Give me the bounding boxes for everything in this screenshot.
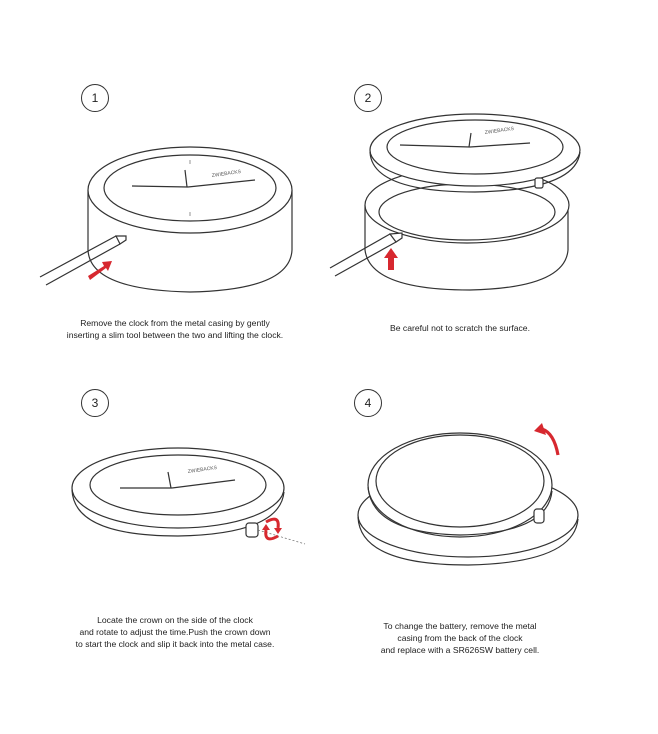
step-3-caption [40,614,310,650]
step-2-number: 2 [364,91,372,105]
crown [535,178,543,188]
step-4-caption [330,620,590,656]
caption-line: Be careful not to scratch the surface. [390,323,530,333]
step-3-badge [81,389,109,417]
crown [246,523,258,537]
curved-arrow-icon [534,423,558,455]
logo: ZWIEBACKS [187,464,218,475]
step-1-badge [81,84,109,112]
step-4-badge [354,389,382,417]
logo: ZWIEBACKS [211,168,242,179]
caption-line: To change the battery, remove the metal [383,621,537,631]
step-1-caption [40,317,310,341]
caption-line: and rotate to adjust the time.Push the crown down [79,627,271,637]
step-2-caption [330,322,590,334]
crown [534,509,544,523]
caption-line: and replace with a SR626SW battery cell. [380,645,540,655]
logo: ZWIEBACKS [484,125,515,136]
caption-line: Remove the clock from the metal casing by gently [80,318,270,328]
caption-line: Locate the crown on the side of the clock [97,615,253,625]
arrow-up-icon [384,248,398,270]
step-3-illustration [70,440,320,560]
caption-line: to start the clock and slip it back into the metal case. [75,639,275,649]
step-3-number: 3 [91,396,99,410]
step-4-illustration [350,415,590,575]
step-1-illustration [40,140,310,300]
step-4-number: 4 [364,396,372,410]
caption-line: inserting a slim tool between the two and lifting the clock. [66,330,284,340]
step-1-number: 1 [91,91,99,105]
step-2-illustration [330,100,580,300]
caption-line: casing from the back of the clock [397,633,523,643]
